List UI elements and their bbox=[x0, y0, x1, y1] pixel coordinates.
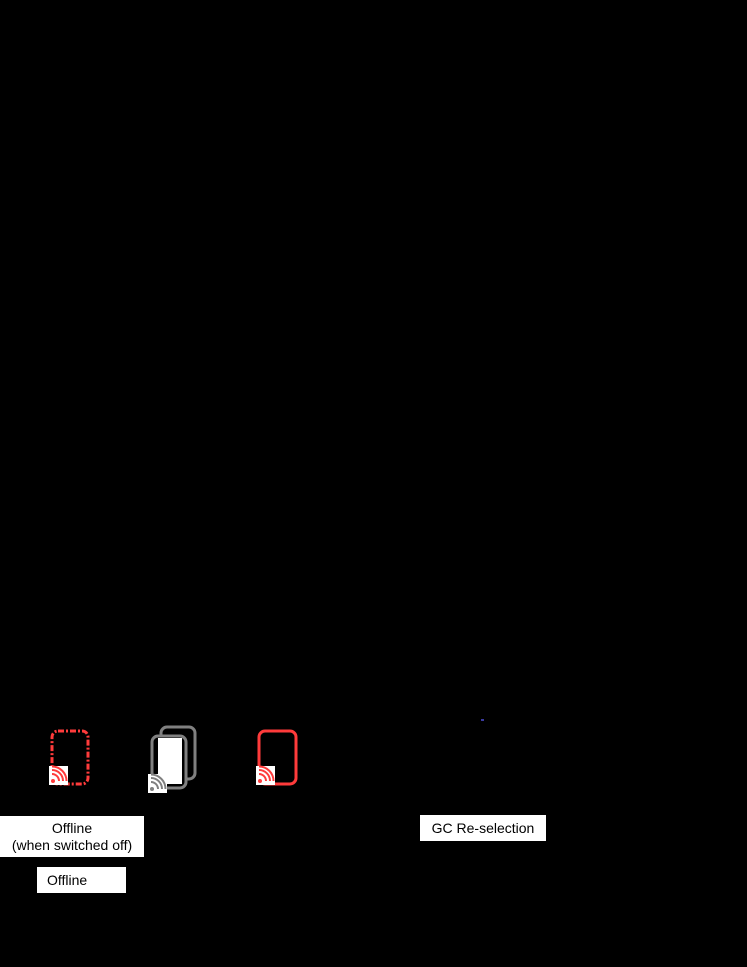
gc-reselection-label bbox=[420, 815, 546, 841]
offline-switched-off-label bbox=[0, 816, 144, 857]
offline-label-text: Offline bbox=[47, 871, 88, 888]
connection-marker-icon bbox=[481, 719, 484, 721]
online-device-icon bbox=[254, 728, 300, 788]
offline-switched-off-line2: (when switched off) bbox=[11, 836, 133, 853]
offline-switched-off-line1: Offline bbox=[51, 819, 93, 836]
offline-label bbox=[37, 867, 126, 893]
gc-reselection-label-text: GC Re-selection bbox=[431, 819, 535, 836]
offline-device-icon bbox=[48, 728, 92, 788]
device-group-icon bbox=[146, 724, 200, 794]
